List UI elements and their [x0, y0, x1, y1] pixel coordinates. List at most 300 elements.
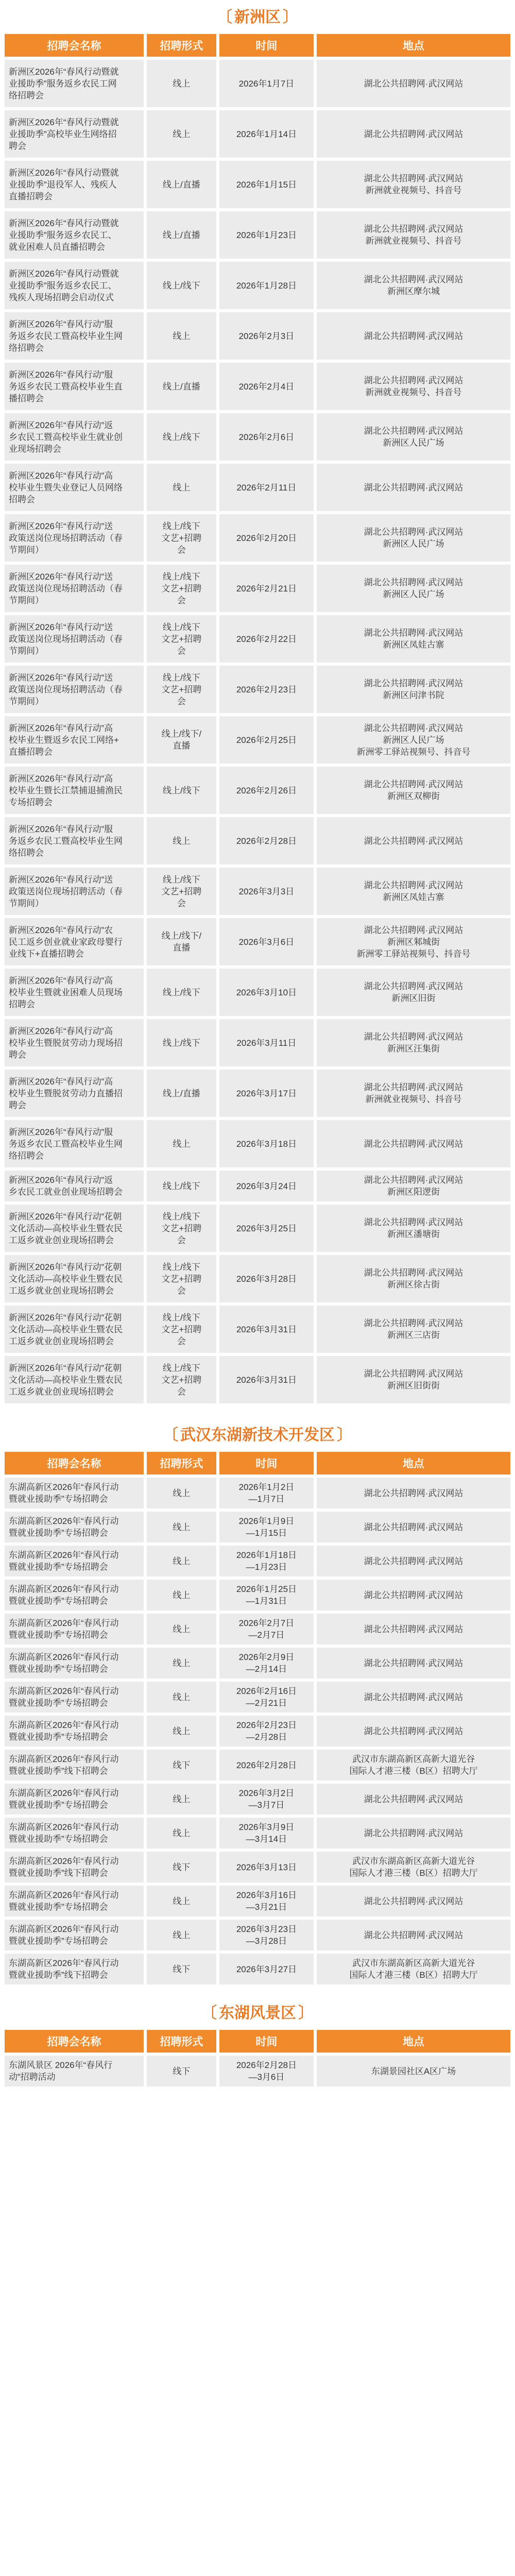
cell-line: —3月21日 — [246, 1902, 287, 1912]
cell-line: 湖北公共招聘网·武汉网站 — [364, 1488, 464, 1498]
header-cell: 时间 — [219, 2030, 314, 2053]
cell-line: 湖北公共招聘网·武汉网站 — [364, 1930, 464, 1940]
cell-loc — [317, 1478, 510, 1509]
cell-loc — [317, 363, 510, 410]
cell-mode — [147, 110, 216, 158]
table-row — [5, 1019, 510, 1066]
cell-loc — [317, 1019, 510, 1066]
cell-loc — [317, 615, 510, 663]
cell-line: 2026年2月16日 — [236, 1686, 297, 1696]
right-bracket: 〕 — [337, 1427, 352, 1444]
cell-line: 播招聘会 — [9, 393, 44, 403]
cell-loc — [317, 1648, 510, 1679]
cell-line: 东湖高新区2026年“春风行动 — [9, 1686, 119, 1696]
cell-line: 节期间） — [9, 646, 44, 656]
cell-line: 暨就业援助季”专场招聘会 — [9, 1800, 108, 1810]
cell-line: 武汉市东湖高新区高新大道光谷 — [352, 1754, 475, 1764]
cell-line: 节期间） — [9, 898, 44, 908]
cell-line: —2月14日 — [246, 1664, 287, 1674]
cell-line: 线上/线下/ — [161, 931, 202, 941]
cell-line: 新洲区2026年“春风行动”服 — [9, 369, 113, 380]
left-bracket: 〔 — [201, 2005, 217, 2022]
cell-line: 2026年3月6日 — [238, 937, 295, 947]
cell-mode — [147, 262, 216, 309]
cell-line: 招聘会 — [9, 999, 35, 1009]
cell-line: 东湖高新区2026年“春风行动 — [9, 1516, 119, 1526]
cell-line: 2026年3月9日 — [238, 1822, 295, 1832]
cell-mode — [147, 1306, 216, 1353]
cell-time — [219, 1886, 314, 1917]
cell-mode — [147, 1954, 216, 1985]
cell-name — [5, 161, 144, 208]
cell-line: 东湖景园社区A区广场 — [371, 2066, 456, 2076]
cell-line: 线上/直播 — [163, 179, 200, 190]
cell-line: 政策送岗位现场招聘活动（春 — [9, 634, 123, 644]
cell-line: 2026年3月16日 — [236, 1890, 297, 1900]
cell-name — [5, 60, 144, 107]
cell-line: 湖北公共招聘网·武汉网站 — [364, 1082, 464, 1092]
cell-mode — [147, 1784, 216, 1815]
cell-line: 2026年1月15日 — [236, 179, 297, 190]
header-cell: 时间 — [219, 1452, 314, 1475]
table-row — [5, 2056, 510, 2087]
cell-line: 湖北公共招聘网·武汉网站 — [364, 1624, 464, 1634]
cell-line: —2月21日 — [246, 1698, 287, 1708]
cell-line: 东湖风景区 2026年“春风行 — [9, 2060, 113, 2070]
cell-line: 线上 — [173, 1590, 191, 1600]
cell-line: 会 — [177, 696, 186, 706]
section-title-text: 新洲区 — [234, 9, 281, 26]
cell-line: 暨就业援助季”线下招聘会 — [9, 1868, 108, 1878]
section — [0, 1996, 515, 2090]
cell-time — [219, 918, 314, 965]
cell-time — [219, 1306, 314, 1353]
cell-line: 2026年3月10日 — [236, 987, 297, 997]
cell-name — [5, 1171, 144, 1201]
table-row — [5, 969, 510, 1016]
cell-line: 湖北公共招聘网·武汉网站 — [364, 1175, 464, 1185]
cell-time — [219, 1546, 314, 1577]
cell-line: 线上/线下 — [163, 1181, 200, 1191]
cell-line: 线上 — [173, 482, 191, 493]
cell-loc — [317, 716, 510, 764]
cell-loc — [317, 1954, 510, 1985]
cell-name — [5, 1682, 144, 1713]
cell-line: 新洲区邾城街 — [387, 937, 440, 947]
cell-loc — [317, 1120, 510, 1167]
cell-line: —1月31日 — [246, 1596, 287, 1606]
table-row — [5, 716, 510, 764]
cell-line: 暨就业援助季”线下招聘会 — [9, 1970, 108, 1980]
cell-time — [219, 969, 314, 1016]
table-row — [5, 262, 510, 309]
cell-name — [5, 1784, 144, 1815]
cell-line: 暨就业援助季”专场招聘会 — [9, 1664, 108, 1674]
cell-line: 线上 — [173, 1692, 191, 1702]
cell-line: 暨就业援助季”专场招聘会 — [9, 1596, 108, 1606]
cell-line: 2026年1月14日 — [236, 129, 297, 139]
cell-name — [5, 1255, 144, 1302]
cell-loc — [317, 1171, 510, 1201]
right-bracket: 〕 — [298, 2005, 314, 2022]
cell-line: 聘会 — [9, 141, 26, 151]
cell-line: 新洲区2026年“春风行动”服 — [9, 824, 113, 834]
cell-mode — [147, 1920, 216, 1951]
header-cell: 招聘会名称 — [5, 1452, 144, 1475]
cell-line: 线上/线下 — [163, 785, 200, 795]
cell-line: 暨就业援助季”专场招聘会 — [9, 1834, 108, 1844]
cell-line: 新洲区阳逻街 — [387, 1187, 440, 1197]
cell-name — [5, 1580, 144, 1611]
cell-time — [219, 1716, 314, 1747]
cell-line: —3月7日 — [248, 1800, 285, 1810]
cell-loc — [317, 817, 510, 865]
header-cell: 时间 — [219, 34, 314, 57]
cell-mode — [147, 1546, 216, 1577]
cell-line: 文化活动—高校毕业生暨农民 — [9, 1223, 123, 1233]
cell-loc — [317, 514, 510, 562]
cell-line: 新洲区2026年“春风行动”服 — [9, 1127, 113, 1137]
cell-line: 工返乡就业创业现场招聘会 — [9, 1386, 114, 1397]
cell-loc — [317, 1852, 510, 1883]
cell-name — [5, 1886, 144, 1917]
cell-time — [219, 110, 314, 158]
cell-line: 2026年1月28日 — [236, 280, 297, 291]
cell-line: —1月7日 — [248, 1494, 285, 1504]
table-body — [5, 2056, 510, 2087]
cell-name — [5, 1852, 144, 1883]
cell-line: 文艺+招聘 — [161, 1274, 202, 1284]
cell-line: 线上 — [173, 1726, 191, 1736]
cell-line: 2026年3月27日 — [236, 1964, 297, 1974]
cell-line: 务返乡农民工暨高校毕业生网 — [9, 1139, 123, 1149]
table-row — [5, 1784, 510, 1815]
cell-line: 线上/线下/ — [161, 729, 202, 739]
cell-name — [5, 1614, 144, 1645]
cell-line: 新洲区2026年“春风行动暨就 — [9, 218, 119, 228]
cell-mode — [147, 1478, 216, 1509]
cell-line: 2026年2月3日 — [238, 331, 295, 341]
cell-line: 会 — [177, 1386, 186, 1397]
cell-line: 湖北公共招聘网·武汉网站 — [364, 174, 464, 183]
cell-name — [5, 565, 144, 612]
cell-line: 湖北公共招聘网·武汉网站 — [364, 1217, 464, 1227]
cell-line: 2026年3月11日 — [236, 1038, 297, 1048]
cell-line: 2026年3月13日 — [236, 1862, 297, 1872]
table-row — [5, 1070, 510, 1117]
cell-line: —2月7日 — [248, 1630, 285, 1640]
cell-name — [5, 1070, 144, 1117]
cell-name — [5, 1306, 144, 1353]
cell-time — [219, 1255, 314, 1302]
cell-mode — [147, 716, 216, 764]
cell-line: 线上 — [173, 1828, 191, 1838]
cell-line: 湖北公共招聘网·武汉网站 — [364, 779, 464, 789]
cell-line: 2026年3月31日 — [236, 1375, 297, 1385]
cell-line: 湖北公共招聘网·武汉网站 — [364, 1692, 464, 1702]
cell-line: 暨就业援助季”专场招聘会 — [9, 1698, 108, 1708]
cell-name — [5, 666, 144, 713]
table-header — [5, 1452, 510, 1475]
table-row — [5, 1750, 510, 1781]
cell-line: 文化活动—高校毕业生暨农民 — [9, 1274, 123, 1284]
cell-mode — [147, 514, 216, 562]
table-row — [5, 312, 510, 360]
cell-name — [5, 363, 144, 410]
cell-line: 国际人才港三楼（B区）招聘大厅 — [349, 1970, 478, 1980]
cell-line: 线上/线下 — [163, 987, 200, 997]
cell-time — [219, 767, 314, 814]
cell-line: 新洲区2026年“春风行动”服 — [9, 319, 113, 329]
cell-time — [219, 1614, 314, 1645]
cell-line: 东湖高新区2026年“春风行动 — [9, 1584, 119, 1594]
cell-line: 动”招聘活动 — [9, 2072, 56, 2082]
table-row — [5, 1255, 510, 1302]
cell-line: 文艺+招聘 — [161, 684, 202, 694]
cell-loc — [317, 1546, 510, 1577]
cell-line: 校毕业生暨长江禁捕退捕渔民 — [9, 785, 123, 795]
cell-name — [5, 1954, 144, 1985]
cell-name — [5, 1648, 144, 1679]
left-bracket: 〔 — [163, 1427, 178, 1444]
cell-line: 新洲区双柳街 — [387, 791, 440, 801]
cell-loc — [317, 1920, 510, 1951]
cell-line: 东湖高新区2026年“春风行动 — [9, 1890, 119, 1900]
cell-line: 务返乡农民工暨高校毕业生直 — [9, 381, 123, 392]
cell-line: 东湖高新区2026年“春风行动 — [9, 1788, 119, 1798]
cell-line: 络招聘会 — [9, 848, 44, 858]
cell-line: 会 — [177, 545, 186, 555]
table-row — [5, 1886, 510, 1917]
cell-line: 新洲区2026年“春风行动”花朝 — [9, 1262, 122, 1272]
cell-mode — [147, 565, 216, 612]
cell-loc — [317, 666, 510, 713]
cell-line: 2026年1月23日 — [236, 230, 297, 240]
cell-line: 2026年2月28日 — [236, 2060, 297, 2070]
cell-line: 湖北公共招聘网·武汉网站 — [364, 482, 464, 493]
cell-line: 东湖高新区2026年“春风行动 — [9, 1924, 119, 1934]
cell-line: 新洲就业视频号、抖音号 — [365, 1094, 462, 1104]
table-body — [5, 60, 510, 1403]
cell-mode — [147, 868, 216, 915]
cell-line: 节期间） — [9, 545, 44, 555]
cell-name — [5, 1356, 144, 1403]
cell-line: 民工返乡创业就业家政母婴行 — [9, 937, 123, 947]
cell-line: 新洲区2026年“春风行动”送 — [9, 521, 113, 531]
cell-time — [219, 1920, 314, 1951]
cell-name — [5, 918, 144, 965]
cell-line: 政策送岗位现场招聘活动（春 — [9, 533, 123, 543]
cell-line: 湖北公共招聘网·武汉网站 — [364, 578, 464, 587]
cell-line: 2026年3月24日 — [236, 1181, 297, 1191]
cell-name — [5, 1512, 144, 1543]
cell-line: 文化活动—高校毕业生暨农民 — [9, 1375, 123, 1385]
cell-mode — [147, 1614, 216, 1645]
cell-line: 东湖高新区2026年“春风行动 — [9, 1618, 119, 1628]
cell-loc — [317, 1070, 510, 1117]
table-row — [5, 514, 510, 562]
cell-mode — [147, 1716, 216, 1747]
cell-loc — [317, 1750, 510, 1781]
cell-line: 湖北公共招聘网·武汉网站 — [364, 527, 464, 537]
cell-line: 新洲区2026年“春风行动”送 — [9, 571, 113, 582]
cell-line: 校毕业生暨失业登记人员网络 — [9, 482, 123, 493]
cell-time — [219, 868, 314, 915]
table-row — [5, 211, 510, 259]
cell-line: 政策送岗位现场招聘活动（春 — [9, 583, 123, 594]
cell-line: 线上 — [173, 129, 191, 139]
cell-line: 湖北公共招聘网·武汉网站 — [364, 1268, 464, 1278]
table-row — [5, 817, 510, 865]
cell-line: 络招聘会 — [9, 343, 44, 353]
cell-mode — [147, 363, 216, 410]
cell-time — [219, 312, 314, 360]
cell-loc — [317, 262, 510, 309]
cell-name — [5, 262, 144, 309]
table-row — [5, 1306, 510, 1353]
cell-line: 新洲区2026年“春风行动”送 — [9, 672, 113, 683]
cell-line: 文艺+招聘 — [161, 583, 202, 594]
cell-line: 线上 — [173, 1930, 191, 1940]
cell-line: 2026年2月7日 — [238, 1618, 295, 1628]
cell-mode — [147, 918, 216, 965]
cell-line: 线上/线下 — [163, 571, 200, 582]
cell-time — [219, 211, 314, 259]
table-row — [5, 1171, 510, 1201]
cell-loc — [317, 2056, 510, 2087]
cell-line: 湖北公共招聘网·武汉网站 — [364, 129, 464, 139]
cell-line: 线上/线下 — [163, 874, 200, 885]
cell-line: 2026年2月9日 — [238, 1652, 295, 1662]
cell-name — [5, 413, 144, 461]
cell-line: 2026年3月18日 — [236, 1139, 297, 1149]
cell-time — [219, 1648, 314, 1679]
cell-line: 国际人才港三楼（B区）招聘大厅 — [349, 1766, 478, 1776]
cell-name — [5, 1205, 144, 1252]
cell-line: 新洲区2026年“春风行动”高 — [9, 723, 113, 733]
cell-line: 会 — [177, 595, 186, 605]
cell-line: 会 — [177, 1285, 186, 1296]
cell-line: 2026年2月21日 — [236, 583, 297, 594]
cell-name — [5, 868, 144, 915]
cell-line: 2026年2月6日 — [238, 432, 295, 442]
cell-line: 业援助季”服务返乡农民工网 — [9, 78, 117, 89]
left-bracket: 〔 — [217, 9, 232, 26]
cell-loc — [317, 969, 510, 1016]
cell-line: 新洲区2026年“春风行动”高 — [9, 975, 113, 986]
section-gap — [0, 1406, 515, 1418]
cell-line: 新洲区人民广场 — [383, 438, 444, 448]
cell-line: 新洲区2026年“春风行动”花朝 — [9, 1363, 122, 1373]
cell-time — [219, 464, 314, 511]
cell-line: 新洲区凤娃古寨 — [383, 892, 444, 902]
cell-time — [219, 1171, 314, 1201]
cell-line: 校毕业生暨就业困难人员现场 — [9, 987, 123, 997]
table-row — [5, 161, 510, 208]
cell-loc — [317, 1716, 510, 1747]
cell-mode — [147, 211, 216, 259]
cell-line: 线上/线下 — [163, 672, 200, 683]
cell-line: 专场招聘会 — [9, 797, 53, 807]
cell-mode — [147, 1070, 216, 1117]
cell-line: 直播 — [173, 741, 191, 751]
table-row — [5, 413, 510, 461]
cell-mode — [147, 1171, 216, 1201]
cell-line: 2026年2月4日 — [238, 381, 295, 392]
cell-line: 工返乡就业创业现场招聘会 — [9, 1285, 114, 1296]
header-row — [5, 2030, 510, 2053]
cell-line: 湖北公共招聘网·武汉网站 — [364, 376, 464, 385]
cell-time — [219, 1580, 314, 1611]
cell-line: 新洲区2026年“春风行动”返 — [9, 420, 113, 430]
cell-time — [219, 615, 314, 663]
cell-line: 新洲区2026年“春风行动暨就 — [9, 268, 119, 279]
schedule-table — [2, 2027, 513, 2090]
cell-line: 新洲区2026年“春风行动暨就 — [9, 66, 119, 77]
cell-line: 节期间） — [9, 595, 44, 605]
section-title — [0, 0, 515, 31]
cell-line: 校毕业生暨返乡农民工网络+ — [9, 735, 119, 745]
cell-line: —2月28日 — [246, 1732, 287, 1742]
cell-line: 东湖高新区2026年“春风行动 — [9, 1856, 119, 1866]
cell-time — [219, 1682, 314, 1713]
cell-line: 新洲区凤娃古寨 — [383, 640, 444, 650]
cell-line: 湖北公共招聘网·武汉网站 — [364, 1658, 464, 1668]
table-row — [5, 363, 510, 410]
section-title-text: 武汉东湖新技术开发区 — [180, 1427, 335, 1444]
header-cell: 招聘会名称 — [5, 2030, 144, 2053]
cell-line: 新洲区人民广场 — [383, 589, 444, 599]
cell-time — [219, 1120, 314, 1167]
cell-loc — [317, 464, 510, 511]
cell-line: 直播 — [173, 943, 191, 953]
cell-name — [5, 464, 144, 511]
header-cell: 地点 — [317, 34, 510, 57]
cell-line: 线上/线下 — [163, 1312, 200, 1323]
cell-line: 2026年3月2日 — [238, 1788, 295, 1798]
cell-loc — [317, 1886, 510, 1917]
cell-line: 线下 — [173, 2066, 191, 2076]
cell-line: 政策送岗位现场招聘活动（春 — [9, 886, 123, 896]
cell-time — [219, 2056, 314, 2087]
cell-mode — [147, 1255, 216, 1302]
cell-line: 聘会 — [9, 1100, 26, 1110]
schedule-table — [2, 1449, 513, 1988]
cell-mode — [147, 1750, 216, 1781]
cell-mode — [147, 413, 216, 461]
section-title-text: 东湖风景区 — [219, 2005, 296, 2022]
cell-mode — [147, 1648, 216, 1679]
cell-line: 暨就业援助季”专场招聘会 — [9, 1494, 108, 1504]
table-row — [5, 1920, 510, 1951]
cell-line: 残疾人现场招聘会启动仪式 — [9, 292, 114, 302]
cell-mode — [147, 2056, 216, 2087]
cell-line: 新洲零工驿站视频号、抖音号 — [356, 747, 471, 757]
cell-line: 线上/线下 — [163, 1211, 200, 1222]
cell-time — [219, 565, 314, 612]
cell-line: 武汉市东湖高新区高新大道光谷 — [352, 1958, 475, 1968]
cell-line: 2026年2月28日 — [236, 836, 297, 846]
cell-time — [219, 1852, 314, 1883]
cell-line: 2026年2月25日 — [236, 735, 297, 745]
cell-line: 湖北公共招聘网·武汉网站 — [364, 1556, 464, 1566]
cell-line: 2026年1月2日 — [238, 1482, 295, 1492]
cell-line: 乡农民工暨高校毕业生就业创 — [9, 432, 123, 442]
cell-mode — [147, 817, 216, 865]
cell-mode — [147, 464, 216, 511]
cell-mode — [147, 1512, 216, 1543]
table-row — [5, 110, 510, 158]
